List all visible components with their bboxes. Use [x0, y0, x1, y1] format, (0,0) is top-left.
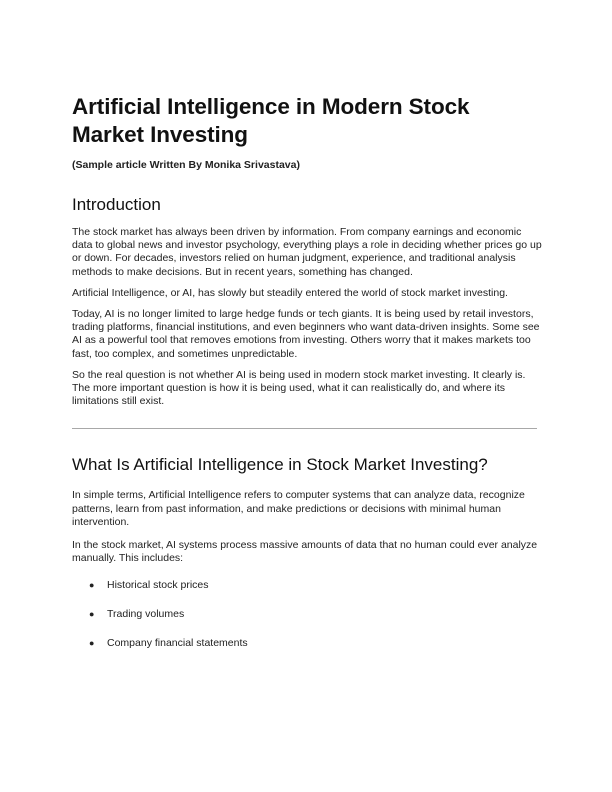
data-types-list	[72, 579, 542, 650]
section-paragraph-2: In the stock market, AI systems process massive amounts of data that no human could ever analyze manually. This includes:	[72, 539, 538, 565]
list-item-text: Trading volumes	[107, 608, 185, 621]
intro-paragraph-4: So the real question is not whether AI is being used in modern stock market investing. It clearly is. The more important question is how it is being used, what it can realistically do, and where its limitations still exist.	[72, 368, 526, 408]
intro-paragraph-3: Today, AI is no longer limited to large hedge funds or tech giants. It is being used by retail investors, trading platforms, financial institutions, and even beginners who want data-driven insights. Some see AI as a powerful tool that removes emotions from investing. Others worry that it makes markets too fast, too complex, and sometimes unpredictable.	[72, 308, 540, 360]
article-byline: (Sample article Written By Monika Srivastava)	[72, 159, 300, 171]
list-item-text: Company financial statements	[107, 637, 248, 650]
intro-paragraph-1: The stock market has always been driven by information. From company earnings and economic data to global news and investor psychology, everything plays a role in deciding whether prices go up or down. For decades, investors relied on human judgment, experience, and traditional analysis methods to make decisions. But in recent years, something has changed.	[72, 226, 542, 278]
article-title-line-2: Market Investing	[72, 122, 248, 147]
intro-paragraph-2: Artificial Intelligence, or AI, has slowly but steadily entered the world of stock market investing.	[72, 286, 508, 299]
introduction-heading: Introduction	[72, 195, 161, 214]
section-heading: What Is Artificial Intelligence in Stock Market Investing?	[72, 455, 488, 475]
list-item	[72, 608, 542, 621]
list-item	[72, 637, 542, 650]
list-item	[72, 579, 542, 592]
article-title	[72, 93, 542, 149]
section-divider	[72, 428, 537, 429]
bullet-icon: ●	[89, 638, 95, 649]
section-paragraph-1: In simple terms, Artificial Intelligence refers to computer systems that can analyze data, recognize patterns, learn from past information, and make predictions or decisions with minimal human intervention.	[72, 489, 525, 528]
bullet-icon: ●	[89, 580, 95, 591]
list-item-text: Historical stock prices	[107, 579, 209, 592]
bullet-icon: ●	[89, 609, 95, 620]
article-title-line-1: Artificial Intelligence in Modern Stock	[72, 94, 470, 119]
article-body	[72, 93, 542, 666]
